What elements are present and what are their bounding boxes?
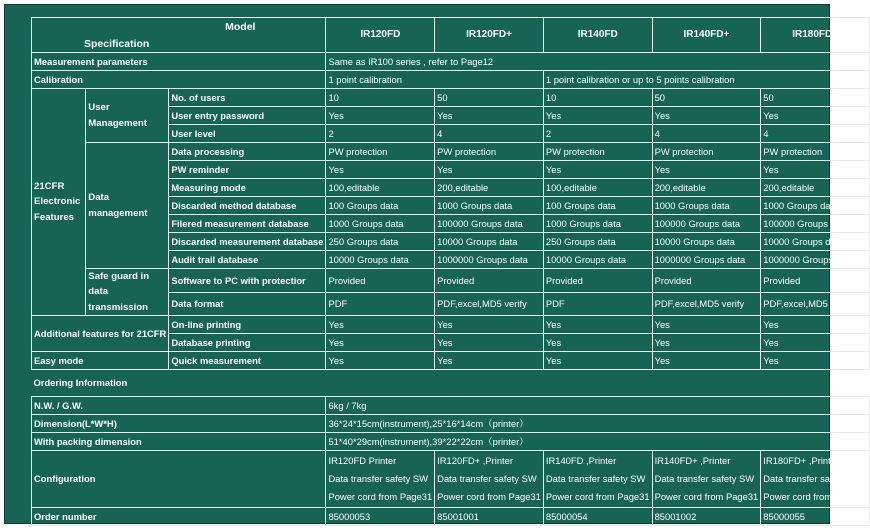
calibration-row [32, 71, 870, 89]
configuration-label: Configuration [32, 451, 326, 508]
calibration-label: Calibration [32, 71, 326, 89]
cell-value: Provided [761, 269, 870, 293]
cfr-group-label: 21CFR Electronic Features [32, 89, 86, 316]
data-management-label: Data management [86, 143, 169, 269]
packing-dimension-value: 51*40*29cm(instrument),39*22*22cm（printer） [326, 433, 870, 451]
cell-value: 100000 Groups data [435, 215, 544, 233]
configuration-line: Power cord from Page31 [654, 491, 759, 503]
row-label: Measuring mode [169, 179, 326, 197]
cell-value: 10000 Groups data [652, 233, 761, 251]
cell-value: Yes [652, 334, 761, 352]
cell-value: 10000 Groups data [435, 233, 544, 251]
configuration-line: Power cord from Page31 [763, 491, 867, 503]
configuration-line: Power cord from Page31 [328, 491, 433, 503]
cell-value: Yes [761, 161, 870, 179]
cell-value: Yes [326, 107, 435, 125]
cell-value: Yes [435, 161, 544, 179]
model-column-header: IR140FD+ [652, 18, 761, 53]
cell-value: PW protection [761, 143, 870, 161]
order-number-row [32, 508, 870, 526]
cell-value: PDF [326, 292, 435, 316]
spec-row [32, 316, 870, 334]
row-label: PW reminder [169, 161, 326, 179]
spec-row [32, 143, 870, 161]
cell-value: PW protection [652, 143, 761, 161]
configuration-line: Power cord from Page31 [437, 491, 541, 503]
cell-value: Yes [435, 334, 544, 352]
cell-value: Provided [435, 269, 544, 293]
nw-gw-label: N.W. / G.W. [32, 397, 326, 415]
cell-value: 100000 Groups data [652, 215, 761, 233]
cell-value: Yes [761, 352, 870, 370]
cell-value: 1000 Groups data [326, 215, 435, 233]
safeguard-label: Safe guard in data transmission [86, 269, 169, 316]
cell-value: Provided [652, 269, 761, 293]
configuration-cell [326, 451, 435, 508]
configuration-cell [435, 451, 544, 508]
cell-value: 200,editable [761, 179, 870, 197]
model-column-header: IR120FD+ [435, 18, 544, 53]
cell-value: 50 [652, 89, 761, 107]
order-number-label: Order number [32, 508, 326, 526]
spec-row [32, 269, 870, 293]
configuration-line: Data transfer safety SW [328, 473, 428, 485]
cell-value: 10000 Groups data [543, 251, 652, 269]
configuration-cell [652, 451, 761, 508]
cell-value: Yes [761, 334, 870, 352]
user-management-label: User Management [86, 89, 169, 143]
cell-value: Yes [326, 334, 435, 352]
cell-value: PDF,excel,MD5 verify [435, 292, 544, 316]
cell-value: 4 [435, 125, 544, 143]
cell-value: 1000 Groups data [761, 197, 870, 215]
cell-value: 4 [761, 125, 870, 143]
configuration-row [32, 451, 870, 508]
calibration-value: 1 point calibration or up to 5 points calibration [543, 71, 869, 89]
cell-value: 10000 Groups data [326, 251, 435, 269]
cell-value: 1000000 Groups data [435, 251, 544, 269]
cell-value: 200,editable [652, 179, 761, 197]
row-label: On-line printing [169, 316, 326, 334]
cell-value: Yes [326, 316, 435, 334]
cell-value: Yes [435, 107, 544, 125]
row-label: Data format [169, 292, 326, 316]
order-number-value: 85000055 [761, 508, 870, 526]
nw-gw-value: 6kg / 7kg [326, 397, 870, 415]
cell-value: 10000 Groups data [761, 233, 870, 251]
configuration-line: IR120FD+ ,Printer [437, 455, 513, 467]
row-label: User level [169, 125, 326, 143]
measurement-value: Same as IR100 series , refer to Page12 [326, 53, 870, 71]
row-label: Audit trail database [169, 251, 326, 269]
cell-value: 100 Groups data [326, 197, 435, 215]
configuration-line: IR180FD+ ,Printer [763, 455, 840, 467]
cell-value: 200,editable [435, 179, 544, 197]
cell-value: 100,editable [326, 179, 435, 197]
measurement-label: Measurement parameters [32, 53, 326, 71]
cell-value: 50 [435, 89, 544, 107]
cell-value: PDF [543, 292, 652, 316]
model-header-label: Model [225, 21, 256, 33]
cell-value: PW protection [326, 143, 435, 161]
cell-value: Yes [652, 316, 761, 334]
cell-value: 50 [761, 89, 870, 107]
cell-value: 10 [543, 89, 652, 107]
cell-value: PW protection [435, 143, 544, 161]
row-label: Database printing [169, 334, 326, 352]
row-label: Quick measurement [169, 352, 326, 370]
cell-value: Yes [543, 352, 652, 370]
calibration-value: 1 point calibration [326, 71, 543, 89]
cell-value: PDF,excel,MD5 verify [761, 292, 870, 316]
model-column-header: IR180FD+ [761, 18, 870, 53]
cell-value: Provided [326, 269, 435, 293]
measurement-row [32, 53, 870, 71]
cell-value: 250 Groups data [326, 233, 435, 251]
cell-value: Yes [326, 161, 435, 179]
cell-value: 100 Groups data [543, 197, 652, 215]
row-label: Filered measurement database [169, 215, 326, 233]
cell-value: 1000 Groups data [652, 197, 761, 215]
cell-value: Yes [543, 316, 652, 334]
spec-table [31, 17, 870, 526]
spec-row [32, 433, 870, 451]
row-label: User entry password [169, 107, 326, 125]
cell-value: Yes [326, 352, 435, 370]
additional-features-label: Additional features for 21CFR [32, 316, 169, 352]
cell-value: Yes [543, 107, 652, 125]
cell-value: Yes [761, 107, 870, 125]
configuration-line: Data transfer safety SW [763, 473, 863, 485]
configuration-line: Data transfer safety SW [545, 473, 646, 485]
cell-value: 4 [652, 125, 761, 143]
row-label: Discarded method database [169, 197, 326, 215]
dimension-value: 36*24*15cm(instrument),25*16*14cm（printer） [326, 415, 870, 433]
cell-value: 1000000 Groups data [652, 251, 761, 269]
row-label: No. of users [169, 89, 326, 107]
ordering-title: Ordering Information [33, 377, 128, 389]
cell-value: Provided [543, 269, 652, 293]
configuration-line: Data transfer safety SW [654, 473, 755, 485]
cell-value: Yes [543, 161, 652, 179]
row-label: Software to PC with protectior [169, 269, 326, 293]
row-label: Discarded measurement database [169, 233, 326, 251]
cell-value: 2 [326, 125, 435, 143]
specification-header-label: Specification [84, 37, 150, 50]
model-column-header: IR120FD [326, 18, 435, 53]
spec-row [32, 397, 870, 415]
order-number-value: 85001001 [435, 508, 544, 526]
cell-value: 100000 Groups data [761, 215, 870, 233]
cell-value: Yes [435, 316, 544, 334]
row-label: Data processing [169, 143, 326, 161]
configuration-line: IR140FD ,Printer [545, 455, 617, 467]
header-row [32, 18, 870, 53]
model-column-header: IR140FD [543, 18, 652, 53]
cell-value: 10 [326, 89, 435, 107]
configuration-line: IR120FD Printer [328, 455, 397, 467]
cell-value: 1000 Groups data [435, 197, 544, 215]
cell-value: Yes [543, 334, 652, 352]
packing-dimension-label: With packing dimension [32, 433, 326, 451]
cell-value: Yes [652, 107, 761, 125]
cell-value: 1000 Groups data [543, 215, 652, 233]
configuration-line: IR140FD+ ,Printer [654, 455, 731, 467]
dimension-label: Dimension(L*W*H) [32, 415, 326, 433]
cell-value: 2 [543, 125, 652, 143]
spec-row [32, 352, 870, 370]
spec-row [32, 89, 870, 107]
order-number-value: 85000054 [543, 508, 652, 526]
cell-value: PW protection [543, 143, 652, 161]
cell-value: Yes [761, 316, 870, 334]
spec-row [32, 415, 870, 433]
cell-value: 1000000 Groups data [761, 251, 870, 269]
cell-value: Yes [435, 352, 544, 370]
spec-sheet [4, 4, 867, 524]
configuration-cell [543, 451, 652, 508]
order-number-value: 85000053 [326, 508, 435, 526]
cell-value: 250 Groups data [543, 233, 652, 251]
cell-value: Yes [652, 161, 761, 179]
configuration-cell [761, 451, 870, 508]
configuration-line: Power cord from Page31 [545, 491, 650, 503]
order-number-value: 85001002 [652, 508, 761, 526]
easy-mode-label: Easy mode [32, 352, 169, 370]
configuration-line: Data transfer safety SW [437, 473, 537, 485]
header-corner [32, 18, 326, 53]
cell-value: Yes [652, 352, 761, 370]
cell-value: 100,editable [543, 179, 652, 197]
cell-value: PDF,excel,MD5 verify [652, 292, 761, 316]
ordering-title-row [32, 370, 870, 397]
